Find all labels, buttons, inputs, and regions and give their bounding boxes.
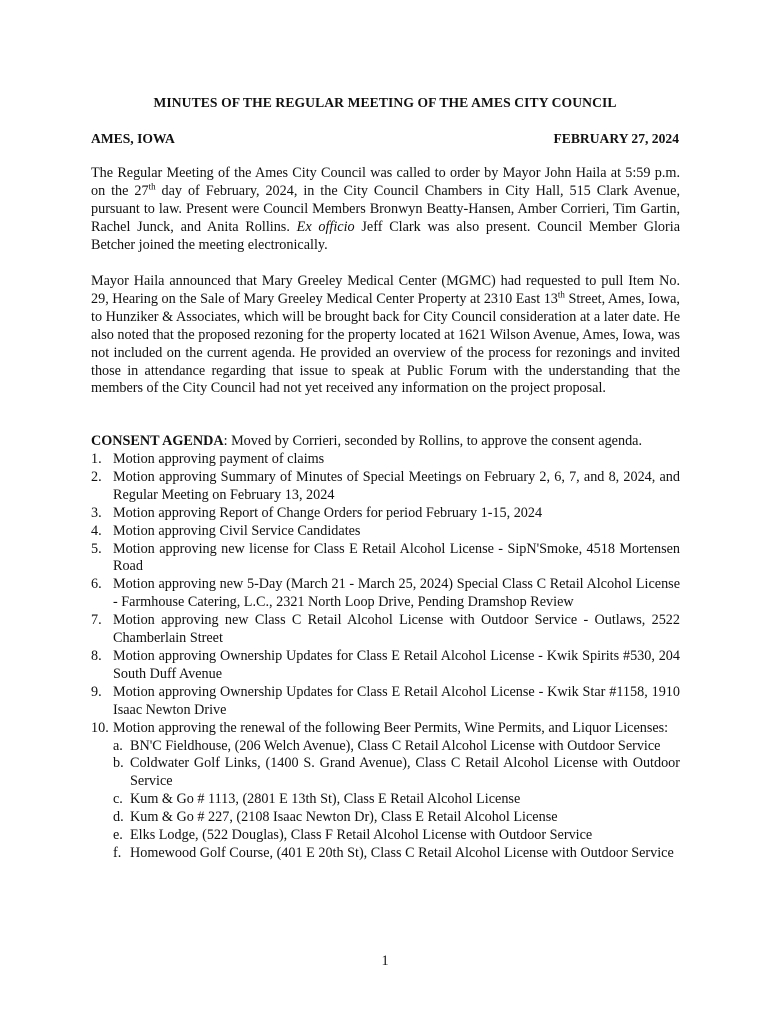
sublist-item xyxy=(113,755,680,791)
item-text: Motion approving Report of Change Orders for period February 1-15, 2024 xyxy=(113,504,543,521)
opening-text-b: day of February, 2024, in the City Council Chambers in City Hall, 515 Clark Avenue, pursuant to law. Present were Council Members Bronwyn Beatty-Hansen, Amber Corrieri, Tim Gartin, Rachel Junck, and Anita Rollins. xyxy=(91,182,680,235)
item-text: Motion approving new license for Class E Retail Alcohol License - SipN'Smoke, 4518 Mortensen Road xyxy=(113,540,680,575)
item-number: 8. xyxy=(91,647,102,664)
sub-text: Kum & Go # 227, (2108 Isaac Newton Dr), Class E Retail Alcohol License xyxy=(130,809,558,826)
list-item xyxy=(91,612,680,648)
sublist-item xyxy=(113,738,680,756)
list-item xyxy=(91,505,680,523)
meeting-date: FEBRUARY 27, 2024 xyxy=(553,131,679,146)
sub-letter: c. xyxy=(113,791,123,808)
item-text: Motion approving Ownership Updates for Class E Retail Alcohol License - Kwik Star #1158, 1910 Isaac Newton Drive xyxy=(113,683,680,718)
sub-text: Kum & Go # 1113, (2801 E 13th St), Class E Retail Alcohol License xyxy=(130,791,521,808)
item-number: 3. xyxy=(91,504,102,521)
list-item xyxy=(91,523,680,541)
consent-items-list xyxy=(91,451,680,863)
item-text: Motion approving payment of claims xyxy=(113,451,325,467)
sublist-item xyxy=(113,827,680,845)
sub-letter: b. xyxy=(113,755,124,772)
item-text: Motion approving Civil Service Candidates xyxy=(113,522,361,539)
item-number: 1. xyxy=(91,451,102,467)
item-text: Motion approving the renewal of the following Beer Permits, Wine Permits, and Liquor Licenses: xyxy=(113,719,669,736)
item-number: 2. xyxy=(91,468,102,485)
sub-letter: e. xyxy=(113,827,123,844)
sub-letter: a. xyxy=(113,737,123,754)
opening-paragraph xyxy=(91,165,680,255)
item-number: 9. xyxy=(91,683,102,700)
list-item xyxy=(91,648,680,684)
item-number: 6. xyxy=(91,576,102,593)
location-label: AMES, IOWA xyxy=(91,131,175,146)
list-item xyxy=(91,684,680,720)
sub-letter: f. xyxy=(113,844,122,861)
sub-text: BN'C Fieldhouse, (206 Welch Avenue), Class C Retail Alcohol License with Outdoor Service xyxy=(130,737,661,754)
ex-officio-italic: Ex officio xyxy=(296,218,355,235)
item-text: Motion approving new 5-Day (March 21 - March 25, 2024) Special Class C Retail Alcohol License - Farmhouse Catering, L.C., 2321 North Loop Drive, Pending Dramshop Review xyxy=(113,576,680,611)
item-number: 7. xyxy=(91,612,102,629)
ordinal-suffix: th xyxy=(557,289,565,300)
list-item xyxy=(91,451,680,469)
list-item xyxy=(91,576,680,612)
sub-letter: d. xyxy=(113,809,124,826)
sublist-item xyxy=(113,809,680,827)
list-item xyxy=(91,541,680,577)
opening-text-a: The Regular Meeting of the Ames City Council was called to order by Mayor John Haila at 5:59 p.m. on the 27 xyxy=(91,165,680,199)
document-title: MINUTES OF THE REGULAR MEETING OF THE AMES CITY COUNCIL xyxy=(153,95,617,110)
header-row xyxy=(91,130,679,148)
list-item xyxy=(91,469,680,505)
consent-agenda-motion: : Moved by Corrieri, seconded by Rollins, to approve the consent agenda. xyxy=(223,433,643,449)
item-text: Motion approving new Class C Retail Alcohol License with Outdoor Service - Outlaws, 2522 Chamberlain Street xyxy=(113,612,680,647)
license-renewals-sublist xyxy=(113,738,680,863)
announcement-text-a: Mayor Haila announced that Mary Greeley Medical Center (MGMC) had requested to pull Item No. 29, Hearing on the Sale of Mary Greeley Medical Center Property at 2310 East 13 xyxy=(91,273,680,307)
sub-text: Homewood Golf Course, (401 E 20th St), Class C Retail Alcohol License with Outdoor Service xyxy=(130,844,674,861)
announcement-paragraph xyxy=(91,273,680,398)
sublist-item xyxy=(113,845,680,863)
item-text: Motion approving Ownership Updates for Class E Retail Alcohol License - Kwik Spirits #530, 204 South Duff Avenue xyxy=(113,647,680,682)
consent-agenda-label: CONSENT AGENDA xyxy=(91,433,224,449)
ordinal-suffix: th xyxy=(148,181,156,192)
sub-text: Coldwater Golf Links, (1400 S. Grand Avenue), Class C Retail Alcohol License with Outdoor Service xyxy=(130,755,680,790)
item-number: 5. xyxy=(91,540,102,557)
sublist-item xyxy=(113,791,680,809)
list-item xyxy=(91,720,680,863)
item-number: 10. xyxy=(91,719,109,736)
announcement-text-b: Street, Ames, Iowa, to Hunziker & Associates, which will be brought back for City Council consideration at a later date. He also noted that the proposed rezoning for the property located at 1621 Wilson Avenue, Ames, Iowa, was not included on the current agenda. He provided an overview of the process for rezonings and invited those in attendance regarding that issue to speak at Public Forum with the understanding that the members of the City Council had not yet received any information on the project proposal. xyxy=(91,290,680,397)
sub-text: Elks Lodge, (522 Douglas), Class F Retail Alcohol License with Outdoor Service xyxy=(130,827,593,844)
page-number: 1 xyxy=(381,953,389,969)
consent-agenda-heading xyxy=(91,433,680,451)
item-text: Motion approving Summary of Minutes of Special Meetings on February 2, 6, 7, and 8, 2024, and Regular Meeting on February 13, 2024 xyxy=(113,468,680,503)
item-number: 4. xyxy=(91,522,102,539)
opening-text-c: Jeff Clark was also present. Council Member Gloria Betcher joined the meeting electronically. xyxy=(91,218,680,253)
